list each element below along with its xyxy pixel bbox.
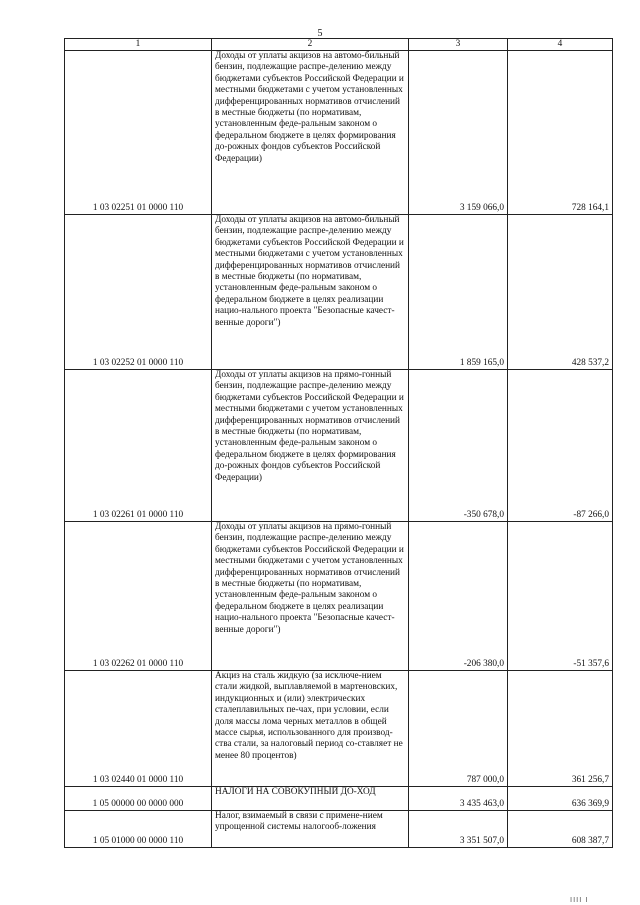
budget-code-cell: 1 05 01000 00 0000 110 (65, 811, 212, 848)
actual-amount-cell: -51 357,6 (508, 522, 613, 671)
table-row (65, 671, 613, 787)
column-number-3: 3 (409, 39, 508, 51)
scan-mark: IIII I (570, 896, 589, 904)
revenue-name-cell: Доходы от уплаты акцизов на прямо-гонный бензин, подлежащие распре-делению между бюджетами субъектов Российской Федерации и местными бюджетами с учетом установленных дифференцированных нормативов отчислений в местные бюджеты (по нормативам, установленным феде-ральным законом о федеральном бюджете в целях реализации нацио-нального проекта "Безопасные качест-венные дороги") (212, 522, 409, 671)
column-number-row (65, 39, 613, 51)
plan-amount-cell: 3 159 066,0 (409, 51, 508, 215)
table-row (65, 522, 613, 671)
plan-amount-cell: 787 000,0 (409, 671, 508, 787)
actual-amount-cell: -87 266,0 (508, 370, 613, 522)
revenue-name-cell: Доходы от уплаты акцизов на прямо-гонный бензин, подлежащие распре-делению между бюджетами субъектов Российской Федерации и местными бюджетами с учетом установленных дифференцированных нормативов отчислений в местные бюджеты (по нормативам, установленным феде-ральным законом о федеральном бюджете в целях формирования до-рожных фондов субъектов Российской Федерации) (212, 370, 409, 522)
budget-code-cell: 1 03 02261 01 0000 110 (65, 370, 212, 522)
column-number-2: 2 (212, 39, 409, 51)
plan-amount-cell: -350 678,0 (409, 370, 508, 522)
table-row (65, 811, 613, 848)
budget-code-cell: 1 03 02440 01 0000 110 (65, 671, 212, 787)
page-number: 5 (317, 28, 323, 39)
actual-amount-cell: 428 537,2 (508, 215, 613, 370)
actual-amount-cell: 608 387,7 (508, 811, 613, 848)
plan-amount-cell: -206 380,0 (409, 522, 508, 671)
revenue-name-cell: Налог, взимаемый в связи с примене-нием упрощенной системы налогооб-ложения (212, 811, 409, 848)
revenue-name-cell: НАЛОГИ НА СОВОКУПНЫЙ ДО-ХОД (212, 787, 409, 811)
plan-amount-cell: 3 351 507,0 (409, 811, 508, 848)
table-row (65, 215, 613, 370)
table-row (65, 370, 613, 522)
table-row (65, 787, 613, 811)
budget-code-cell: 1 05 00000 00 0000 000 (65, 787, 212, 811)
table-row (65, 51, 613, 215)
actual-amount-cell: 636 369,9 (508, 787, 613, 811)
revenue-name-cell: Доходы от уплаты акцизов на автомо-бильный бензин, подлежащие распре-делению между бюджетами субъектов Российской Федерации и местными бюджетами с учетом установленных дифференцированных нормативов отчислений в местные бюджеты (по нормативам, установленным феде-ральным законом о федеральном бюджете в целях формирования до-рожных фондов субъектов Российской Федерации) (212, 51, 409, 215)
revenue-table (64, 38, 613, 848)
budget-code-cell: 1 03 02252 01 0000 110 (65, 215, 212, 370)
column-number-4: 4 (508, 39, 613, 51)
column-number-1: 1 (65, 39, 212, 51)
actual-amount-cell: 728 164,1 (508, 51, 613, 215)
budget-code-cell: 1 03 02251 01 0000 110 (65, 51, 212, 215)
actual-amount-cell: 361 256,7 (508, 671, 613, 787)
plan-amount-cell: 3 435 463,0 (409, 787, 508, 811)
plan-amount-cell: 1 859 165,0 (409, 215, 508, 370)
budget-code-cell: 1 03 02262 01 0000 110 (65, 522, 212, 671)
revenue-name-cell: Акциз на сталь жидкую (за исключе-нием стали жидкой, выплавляемой в мартеновских, индукционных и (или) электрических сталеплавильных пе-чах, при условии, если доля массы лома черных металлов в общей массе сырья, использованного для производ-ства стали, за налоговый период со-ставляет не менее 80 процентов) (212, 671, 409, 787)
revenue-name-cell: Доходы от уплаты акцизов на автомо-бильный бензин, подлежащие распре-делению между бюджетами субъектов Российской Федерации и местными бюджетами с учетом установленных дифференцированных нормативов отчислений в местные бюджеты (по нормативам, установленным феде-ральным законом о федеральном бюджете в целях реализации нацио-нального проекта "Безопасные качест-венные дороги") (212, 215, 409, 370)
